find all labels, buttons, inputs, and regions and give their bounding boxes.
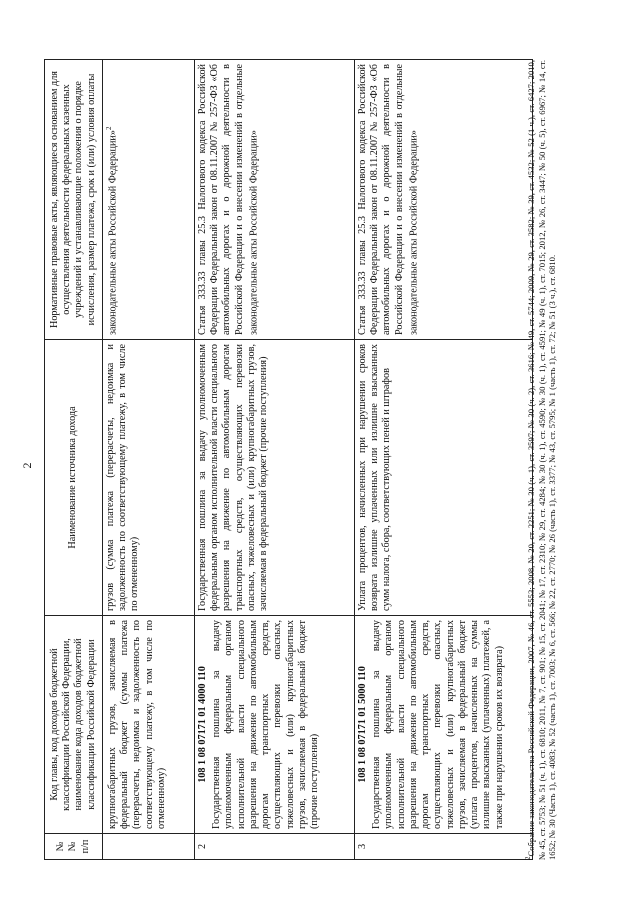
row-number: 2 <box>194 834 354 860</box>
row-code: 108 1 08 07171 01 4000 110 <box>196 666 208 783</box>
table-row <box>194 60 354 860</box>
row-legal-acts-cell <box>194 60 354 340</box>
row-code-cell <box>354 616 532 834</box>
row-legal-acts: Статья 333.33 главы 25.3 Налогового кодекса Российской Федерации Федеральный закон от 08.11.2007 № 257-ФЗ «Об автомобильных дорогах и о дорожной деятельности в Российской Федерации и о внесении изменений в отдельные законодательные акты Российской Федерации» <box>196 64 260 335</box>
table-row <box>102 60 194 860</box>
footnote-mark: 2 <box>524 856 532 860</box>
row-code-text: Государственная пошлина за выдачу уполномоченным федеральным органом исполнительной власти специального разрешения на движение по автомобильным дорогам транспортных средств, осуществляющих перевозки опасных, тяжеловесных и (или) крупногабаритных грузов, зачисляемая в федеральный бюджет (прочие поступления) <box>211 620 321 829</box>
row-legal-acts: Статья 333.33 главы 25.3 Налогового кодекса Российской Федерации Федеральный закон от 08.11.2007 № 257-ФЗ «Об автомобильных дорогах и о дорожной деятельности в Российской Федерации и о внесении изменений в отдельные законодательные акты Российской Федерации» <box>356 64 420 335</box>
row-legal-acts-cell <box>354 60 532 340</box>
row-source-name: Государственная пошлина за выдачу уполномоченным федеральным органом исполнительной власти специального разрешения на движение по автомобильным дорогам транспортных средств, осуществляющих перевозки опасных, тяжеловесных и (или) крупногабаритных грузов, зачисляемая в федеральный бюджет (прочие поступления) <box>194 340 354 616</box>
footnote-ref: 2 <box>104 126 113 131</box>
header-legal-acts: Нормативные правовые акты, являющиеся основанием для осуществления деятельности федеральных казенных учреждений и устанавливающие положения о порядке исчисления, размер платежа, срок и (или) условия оплаты <box>45 60 103 340</box>
row-source-name: Уплата процентов, начисленных при нарушении сроков возврата излишне уплаченных или излишне взысканных сумм налога, сбора, соответствующих пеней и штрафов <box>354 340 532 616</box>
table-header-row <box>45 60 103 860</box>
row-code-cell <box>102 616 194 834</box>
header-number: № № п/п <box>45 834 103 860</box>
footnote <box>524 60 558 860</box>
page-number: 2 <box>20 462 34 469</box>
row-code-text: Государственная пошлина за выдачу уполномоченным федеральным органом исполнительной власти специального разрешения на движение по автомобильным дорогам транспортных средств, осуществляющих перевозки опасных, тяжеловесных и (или) крупногабаритных грузов, зачисляемая в федеральный бюджет (уплата процентов, начисленных на суммы излишне взысканных (уплаченных) платежей, а также при нарушении сроков их возврата) <box>371 620 505 829</box>
row-code-cell <box>194 616 354 834</box>
header-source-name: Наименование источника дохода <box>45 340 103 616</box>
table-row <box>354 60 532 860</box>
row-number <box>102 834 194 860</box>
row-legal-acts: законодательные акты Российской Федерации» <box>107 130 119 335</box>
header-code: Код главы, код доходов бюджетной классификации Российской Федерации, наименование кода доходов бюджетной классификации Российской Федерации <box>45 616 103 834</box>
rotated-page <box>4 39 604 892</box>
row-code-text: крупногабаритных грузов, зачисляемая в федеральный бюджет (суммы платежа (перерасчеты, недоимка и задолженность по соответствующему платежу, в том числе по отмененному) <box>106 620 167 829</box>
row-number: 3 <box>354 834 532 860</box>
row-source-name: грузов (сумма платежа (перерасчеты, недоимка и задолженность по соответствующему платежу, в том числе по отмененному) <box>102 340 194 616</box>
row-code: 108 1 08 07171 01 5000 110 <box>356 666 368 783</box>
footnote-text: Собрание законодательства Российской Федерации, 2007, № 46, ст. 5553; 2008, № 20, ст. 2251; № 30 (ч. 1), ст. 3597; № 30 (ч. 2), ст. 3616; № 49, ст. 5744; 2009, № 29, ст. 3582; № 39, ст. 4532; № 52 (1 ч.), ст. 6427; 2010, № 45, ст. 5753; № 51 (ч. 1), ст. 6810; 2011, № 7, ст. 901; № 15, ст. 2041; № 17, ст. 2310; № 29, ст. 4284; № 30 (ч. 1), ст. 4590; № 30 (ч. 1), ст. 4591; № 49 (ч. 1), ст. 7015; 2012, № 26, ст. 3447; № 50 (ч. 5), ст. 6967; № 14, ст. 1652; № 30 (Часть 1), ст. 4083; № 52 (часть 1), ст. 7003; № 6, ст. 566; № 22, ст. 2770; № 26 (часть 1), ст. 3377; № 43, ст. 5795; № 1 (часть 1), ст. 72; № 51 (3 ч.), ст. 6810. <box>525 60 558 860</box>
revenue-table <box>44 59 533 860</box>
row-legal-acts-cell <box>102 60 194 340</box>
